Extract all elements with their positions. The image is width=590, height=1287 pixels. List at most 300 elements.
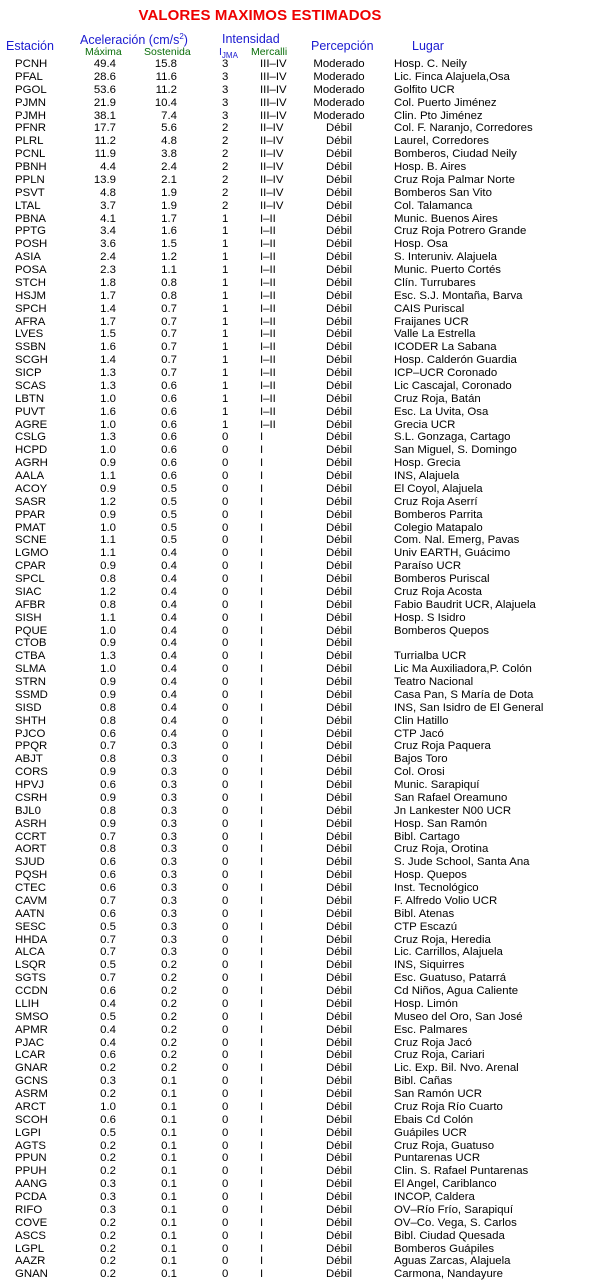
sustained-acceleration: 0.2 — [161, 1023, 177, 1036]
jma-intensity: 0 — [222, 521, 229, 534]
location: San Rafael Oreamuno — [394, 791, 508, 804]
perception: Débil — [326, 894, 352, 907]
sustained-acceleration: 0.3 — [161, 933, 177, 946]
jma-intensity: 0 — [222, 1113, 229, 1126]
table-row — [0, 740, 590, 753]
max-acceleration: 1.4 — [100, 302, 116, 315]
perception: Débil — [326, 470, 352, 482]
max-acceleration: 1.1 — [100, 534, 116, 547]
perception: Débil — [326, 1062, 352, 1075]
perception: Débil — [326, 148, 352, 161]
sustained-acceleration: 0.2 — [161, 1010, 177, 1023]
perception: Débil — [326, 1036, 352, 1049]
table-row — [0, 238, 590, 251]
location: El Angel, Cariblanco — [394, 1178, 497, 1191]
location: Bibl. Cartago — [394, 830, 460, 843]
perception: Débil — [326, 495, 352, 508]
location: Bomberos Guápiles — [394, 1242, 495, 1255]
max-acceleration: 49.4 — [93, 58, 116, 70]
mercalli-intensity: I — [260, 457, 264, 470]
station-code: SISH — [15, 611, 42, 624]
station-code: PSVT — [15, 186, 45, 199]
station-code: PPUN — [15, 1152, 47, 1165]
max-acceleration: 21.9 — [93, 96, 116, 109]
location: CAIS Puriscal — [394, 302, 465, 315]
header-aceleracion — [80, 32, 188, 47]
sustained-acceleration: 7.4 — [161, 109, 177, 122]
max-acceleration: 4.1 — [100, 212, 116, 225]
table-row — [0, 869, 590, 882]
station-code: GNAN — [15, 1268, 48, 1281]
sustained-acceleration: 0.6 — [161, 405, 177, 418]
location: Jn Lankester N00 UCR — [394, 804, 512, 817]
jma-intensity: 0 — [222, 843, 229, 856]
sustained-acceleration: 1.6 — [161, 225, 177, 238]
jma-intensity: 1 — [222, 405, 229, 418]
jma-intensity: 0 — [222, 598, 229, 611]
perception: Débil — [326, 933, 352, 946]
sustained-acceleration: 0.5 — [161, 534, 177, 547]
station-code: LBTN — [15, 392, 45, 405]
jma-intensity: 0 — [222, 1010, 229, 1023]
sustained-acceleration: 0.8 — [161, 289, 177, 302]
mercalli-intensity: I — [260, 688, 264, 701]
location: Esc. La Uvita, Osa — [394, 405, 489, 418]
perception: Débil — [326, 907, 352, 920]
station-code: ACOY — [15, 482, 48, 495]
table-row — [0, 419, 590, 432]
perception: Débil — [326, 457, 352, 470]
station-code: CTBA — [15, 650, 46, 663]
table-row — [0, 663, 590, 676]
station-code: PMAT — [15, 521, 46, 534]
max-acceleration: 0.8 — [100, 753, 116, 766]
table-row — [0, 483, 590, 496]
max-acceleration: 0.4 — [100, 1036, 116, 1049]
location: Cruz Roja Paquera — [394, 740, 491, 753]
location: Cruz Roja Río Cuarto — [394, 1100, 503, 1113]
perception: Débil — [326, 1268, 352, 1281]
mercalli-intensity: I — [260, 1203, 264, 1216]
station-code: CSRH — [15, 791, 48, 804]
station-code: COVE — [15, 1216, 48, 1229]
sustained-acceleration: 0.4 — [161, 676, 177, 688]
location: Lic. Exp. Bil. Nvo. Arenal — [394, 1062, 519, 1075]
station-code: SJUD — [15, 856, 45, 869]
max-acceleration: 0.9 — [100, 560, 116, 573]
location: INS, Alajuela — [394, 470, 460, 482]
max-acceleration: 0.3 — [100, 1075, 116, 1088]
max-acceleration: 0.2 — [100, 1229, 116, 1242]
table-row — [0, 573, 590, 586]
max-acceleration: 0.9 — [100, 637, 116, 650]
station-code: AFBR — [15, 598, 46, 611]
table-row — [0, 1165, 590, 1178]
mercalli-intensity: I — [260, 1010, 264, 1023]
jma-intensity: 0 — [222, 508, 229, 521]
station-code: SESC — [15, 920, 47, 933]
jma-intensity: 1 — [222, 289, 229, 302]
table-row — [0, 1075, 590, 1088]
location: Cruz Roja, Heredia — [394, 933, 491, 946]
mercalli-intensity: I — [260, 637, 264, 650]
jma-intensity: 0 — [222, 1191, 229, 1203]
mercalli-intensity: I–II — [260, 354, 276, 367]
jma-intensity: 0 — [222, 1229, 229, 1242]
sustained-acceleration: 1.9 — [161, 186, 177, 199]
table-row — [0, 1152, 590, 1165]
max-acceleration: 1.6 — [100, 405, 116, 418]
jma-intensity: 0 — [222, 1126, 229, 1139]
location: Bajos Toro — [394, 753, 448, 766]
perception: Débil — [326, 920, 352, 933]
sustained-acceleration: 0.3 — [161, 894, 177, 907]
perception: Débil — [326, 1216, 352, 1229]
sustained-acceleration: 0.2 — [161, 959, 177, 972]
station-code: AAZR — [15, 1255, 46, 1268]
perception: Débil — [326, 1100, 352, 1113]
table-row — [0, 1255, 590, 1268]
sustained-acceleration: 0.7 — [161, 302, 177, 315]
table-row — [0, 792, 590, 805]
max-acceleration: 1.3 — [100, 379, 116, 392]
mercalli-intensity: I–II — [260, 418, 276, 431]
location: Teatro Nacional — [394, 676, 474, 688]
station-code: STRN — [15, 676, 47, 688]
perception: Débil — [326, 264, 352, 276]
sustained-acceleration: 0.2 — [161, 1062, 177, 1075]
max-acceleration: 0.2 — [100, 1062, 116, 1075]
table-row — [0, 1204, 590, 1217]
sustained-acceleration: 0.5 — [161, 495, 177, 508]
mercalli-intensity: I–II — [260, 315, 276, 328]
perception: Moderado — [313, 109, 365, 122]
perception: Moderado — [313, 70, 365, 83]
perception: Débil — [326, 251, 352, 264]
sustained-acceleration: 0.6 — [161, 431, 177, 444]
table-row — [0, 1024, 590, 1037]
mercalli-intensity: I–II — [260, 302, 276, 315]
mercalli-intensity: III–IV — [260, 109, 287, 122]
table-row — [0, 959, 590, 972]
location: S. Interuniv. Alajuela — [394, 251, 497, 264]
mercalli-intensity: I — [260, 1023, 264, 1036]
mercalli-intensity: I — [260, 933, 264, 946]
sustained-acceleration: 0.5 — [161, 521, 177, 534]
perception: Débil — [326, 985, 352, 997]
header-sostenida: Sostenida — [144, 46, 191, 58]
sustained-acceleration: 0.4 — [161, 701, 177, 714]
header-mercalli: Mercalli — [251, 46, 288, 58]
sustained-acceleration: 0.1 — [161, 1165, 177, 1178]
location: Cruz Roja, Batán — [394, 392, 481, 405]
station-code: CPAR — [15, 560, 46, 573]
stations-table — [0, 58, 590, 1281]
table-row — [0, 431, 590, 444]
table-row — [0, 946, 590, 959]
sustained-acceleration: 0.3 — [161, 907, 177, 920]
mercalli-intensity: I — [260, 495, 264, 508]
location: INCOP, Caldera — [394, 1191, 475, 1203]
station-code: PCDA — [15, 1191, 47, 1203]
sustained-acceleration: 0.4 — [161, 573, 177, 585]
perception: Débil — [326, 791, 352, 804]
sustained-acceleration: 0.3 — [161, 753, 177, 766]
jma-intensity: 0 — [222, 907, 229, 920]
location: Carmona, Nandayure — [394, 1268, 503, 1281]
mercalli-intensity: I — [260, 1100, 264, 1113]
sustained-acceleration: 0.4 — [161, 727, 177, 740]
location: Paraíso UCR — [394, 560, 462, 573]
table-row — [0, 444, 590, 457]
table-row — [0, 728, 590, 741]
table-row — [0, 1101, 590, 1114]
station-code: AALA — [15, 470, 45, 482]
jma-intensity: 0 — [222, 1255, 229, 1268]
location: Bomberos, Ciudad Neily — [394, 148, 517, 161]
location: Bomberos San Vito — [394, 186, 492, 199]
mercalli-intensity: I — [260, 972, 264, 985]
sustained-acceleration: 0.1 — [161, 1191, 177, 1203]
location: Turrialba UCR — [394, 650, 467, 663]
table-row — [0, 843, 590, 856]
perception: Débil — [326, 997, 352, 1010]
mercalli-intensity: II–IV — [260, 135, 284, 148]
location: Esc. Palmares — [394, 1023, 468, 1036]
table-row — [0, 1088, 590, 1101]
jma-intensity: 0 — [222, 470, 229, 482]
perception: Débil — [326, 1242, 352, 1255]
table-row — [0, 586, 590, 599]
max-acceleration: 0.2 — [100, 1268, 116, 1281]
perception: Débil — [326, 276, 352, 289]
location: Cruz Roja Acosta — [394, 585, 482, 598]
table-row — [0, 110, 590, 123]
station-code: ARCT — [15, 1100, 47, 1113]
jma-intensity: 0 — [222, 997, 229, 1010]
max-acceleration: 4.8 — [100, 186, 116, 199]
mercalli-intensity: I–II — [260, 392, 276, 405]
jma-intensity: 0 — [222, 431, 229, 444]
table-row — [0, 856, 590, 869]
mercalli-intensity: I–II — [260, 225, 276, 238]
table-row — [0, 380, 590, 393]
perception: Débil — [326, 444, 352, 457]
mercalli-intensity: I — [260, 547, 264, 560]
station-code: AFRA — [15, 315, 46, 328]
mercalli-intensity: I–II — [260, 212, 276, 225]
mercalli-intensity: I — [260, 1113, 264, 1126]
table-row — [0, 753, 590, 766]
location: El Coyol, Alajuela — [394, 482, 483, 495]
mercalli-intensity: III–IV — [260, 58, 287, 70]
max-acceleration: 11.9 — [94, 148, 116, 161]
max-acceleration: 38.1 — [93, 109, 116, 122]
sustained-acceleration: 0.2 — [161, 972, 177, 985]
sustained-acceleration: 11.2 — [155, 83, 177, 96]
station-code: PGOL — [15, 83, 47, 96]
jma-intensity: 1 — [222, 302, 229, 315]
table-row — [0, 1114, 590, 1127]
header-aceleracion-exponent: 2 — [179, 32, 184, 41]
station-code: ASRM — [15, 1088, 48, 1100]
location: Inst. Tecnológico — [394, 882, 479, 894]
sustained-acceleration: 11.6 — [155, 70, 177, 83]
sustained-acceleration: 1.1 — [161, 264, 177, 276]
mercalli-intensity: II–IV — [260, 186, 284, 199]
perception: Débil — [326, 135, 352, 148]
max-acceleration: 0.2 — [100, 1255, 116, 1268]
station-code: PFNR — [15, 122, 47, 135]
table-row — [0, 457, 590, 470]
table-row — [0, 251, 590, 264]
mercalli-intensity: I — [260, 843, 264, 856]
mercalli-intensity: I — [260, 534, 264, 547]
jma-intensity: 0 — [222, 560, 229, 573]
perception: Débil — [326, 856, 352, 869]
sustained-acceleration: 0.4 — [161, 585, 177, 598]
mercalli-intensity: I — [260, 1049, 264, 1062]
max-acceleration: 0.8 — [100, 804, 116, 817]
perception: Débil — [326, 740, 352, 753]
jma-intensity: 0 — [222, 946, 229, 959]
jma-intensity: 0 — [222, 985, 229, 997]
mercalli-intensity: I — [260, 920, 264, 933]
location: S. Jude School, Santa Ana — [394, 856, 530, 869]
table-row — [0, 702, 590, 715]
max-acceleration: 0.9 — [100, 688, 116, 701]
jma-intensity: 1 — [222, 315, 229, 328]
perception: Débil — [326, 173, 352, 186]
max-acceleration: 1.0 — [100, 418, 116, 431]
perception: Débil — [326, 779, 352, 791]
mercalli-intensity: I–II — [260, 367, 276, 379]
jma-intensity: 0 — [222, 1152, 229, 1165]
location: Valle La Estrella — [394, 328, 476, 341]
jma-intensity: 0 — [222, 1178, 229, 1191]
table-row — [0, 290, 590, 303]
max-acceleration: 0.6 — [100, 869, 116, 882]
station-code: ABJT — [15, 753, 43, 766]
mercalli-intensity: I — [260, 1242, 264, 1255]
jma-intensity: 0 — [222, 1203, 229, 1216]
jma-intensity: 0 — [222, 766, 229, 779]
mercalli-intensity: I — [260, 714, 264, 727]
mercalli-intensity: I — [260, 907, 264, 920]
location: Cruz Roja, Cariari — [394, 1049, 485, 1062]
mercalli-intensity: II–IV — [260, 161, 284, 173]
station-code: SGTS — [15, 972, 47, 985]
location: Hosp. B. Aires — [394, 161, 467, 173]
station-code: SCOH — [15, 1113, 48, 1126]
station-code: LCAR — [15, 1049, 46, 1062]
location: Bibl. Cañas — [394, 1075, 453, 1088]
jma-intensity: 1 — [222, 251, 229, 264]
jma-intensity: 0 — [222, 547, 229, 560]
table-row — [0, 831, 590, 844]
mercalli-intensity: I — [260, 701, 264, 714]
location: Col. F. Naranjo, Corredores — [394, 122, 533, 135]
sustained-acceleration: 0.5 — [161, 508, 177, 521]
table-row — [0, 406, 590, 419]
sustained-acceleration: 0.1 — [161, 1216, 177, 1229]
station-code: POSA — [15, 264, 47, 276]
jma-intensity: 0 — [222, 1062, 229, 1075]
sustained-acceleration: 0.1 — [161, 1178, 177, 1191]
jma-intensity: 2 — [222, 173, 229, 186]
jma-intensity: 1 — [222, 341, 229, 354]
sustained-acceleration: 0.1 — [161, 1152, 177, 1165]
jma-intensity: 0 — [222, 1049, 229, 1062]
max-acceleration: 0.2 — [100, 1216, 116, 1229]
mercalli-intensity: I — [260, 946, 264, 959]
location: Aguas Zarcas, Alajuela — [394, 1255, 511, 1268]
sustained-acceleration: 0.3 — [161, 920, 177, 933]
header-aceleracion-text: Aceleración (cm/s — [80, 33, 180, 48]
table-row — [0, 921, 590, 934]
mercalli-intensity: I — [260, 740, 264, 753]
sustained-acceleration: 0.1 — [161, 1203, 177, 1216]
sustained-acceleration: 0.3 — [161, 946, 177, 959]
jma-intensity: 0 — [222, 1023, 229, 1036]
jma-intensity: 1 — [222, 212, 229, 225]
header-estacion: Estación — [6, 39, 54, 53]
location: Fabio Baudrit UCR, Alajuela — [394, 598, 536, 611]
max-acceleration: 0.8 — [100, 598, 116, 611]
station-code: SIAC — [15, 585, 42, 598]
station-code: SPCH — [15, 302, 47, 315]
location: Bomberos Puriscal — [394, 573, 490, 585]
perception: Débil — [326, 225, 352, 238]
mercalli-intensity: III–IV — [260, 70, 287, 83]
jma-intensity: 0 — [222, 856, 229, 869]
sustained-acceleration: 0.1 — [161, 1229, 177, 1242]
jma-intensity: 0 — [222, 817, 229, 830]
max-acceleration: 1.2 — [100, 585, 116, 598]
location: Cruz Roja Palmar Norte — [394, 173, 515, 186]
jma-intensity: 1 — [222, 379, 229, 392]
jma-intensity: 0 — [222, 637, 229, 650]
perception: Débil — [326, 354, 352, 367]
station-code: RIFO — [15, 1203, 43, 1216]
sustained-acceleration: 2.1 — [161, 173, 177, 186]
jma-intensity: 1 — [222, 367, 229, 379]
sustained-acceleration: 0.6 — [161, 379, 177, 392]
perception: Débil — [326, 1113, 352, 1126]
station-code: LGPL — [15, 1242, 45, 1255]
station-code: SASR — [15, 495, 47, 508]
mercalli-intensity: I — [260, 676, 264, 688]
mercalli-intensity: II–IV — [260, 199, 284, 212]
station-code: LGMO — [15, 547, 49, 560]
sustained-acceleration: 0.6 — [161, 392, 177, 405]
station-code: LLIH — [15, 997, 40, 1010]
mercalli-intensity: II–IV — [260, 148, 284, 161]
jma-intensity: 0 — [222, 727, 229, 740]
max-acceleration: 0.9 — [100, 766, 116, 779]
station-code: LSQR — [15, 959, 47, 972]
sustained-acceleration: 0.2 — [161, 1036, 177, 1049]
mercalli-intensity: I — [260, 1255, 264, 1268]
mercalli-intensity: I–II — [260, 328, 276, 341]
perception: Débil — [326, 688, 352, 701]
station-code: APMR — [15, 1023, 48, 1036]
max-acceleration: 3.6 — [100, 238, 116, 251]
mercalli-intensity: I — [260, 753, 264, 766]
sustained-acceleration: 0.4 — [161, 650, 177, 663]
jma-intensity: 0 — [222, 573, 229, 585]
station-code: HSJM — [15, 289, 47, 302]
